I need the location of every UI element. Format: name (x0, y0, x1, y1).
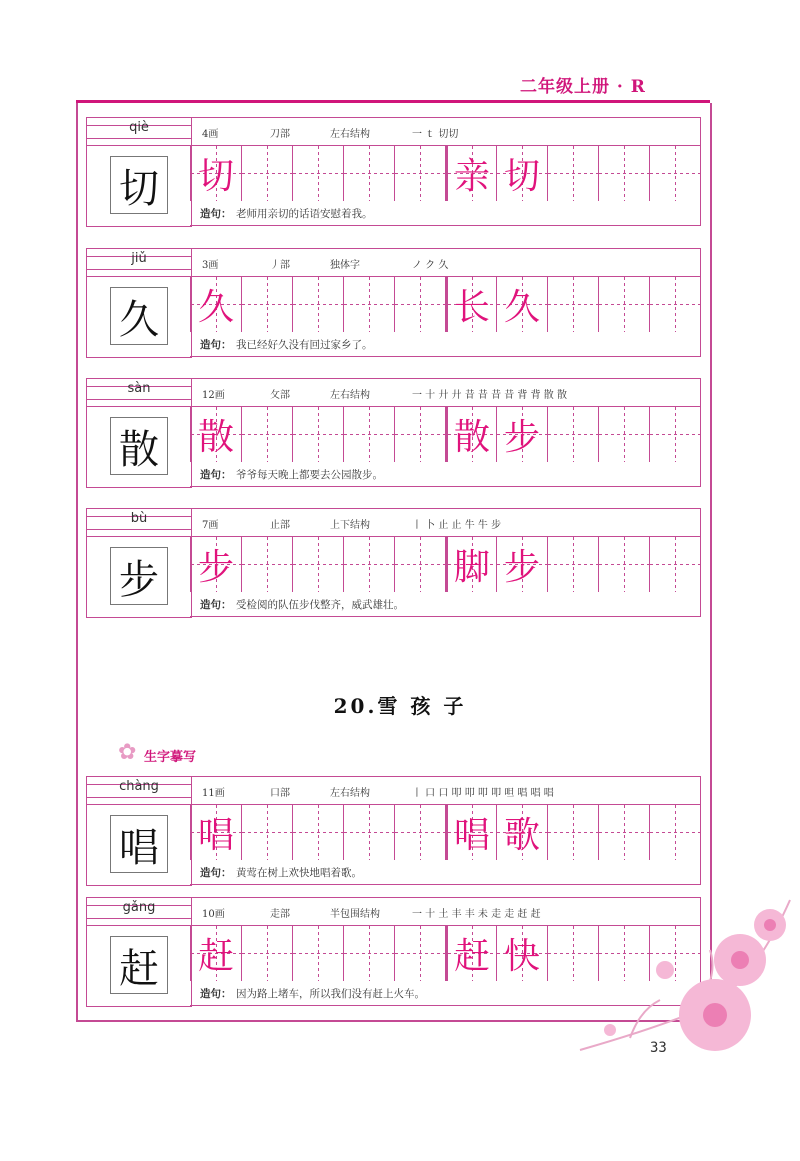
stroke-count: 12画 (202, 390, 225, 401)
model-char: 唱 (110, 815, 168, 873)
practice-cell (394, 537, 445, 592)
practice-cell (394, 926, 445, 981)
practice-cell (241, 146, 292, 201)
pinyin-box (86, 378, 192, 407)
practice-cell (394, 407, 445, 462)
practice-char (599, 537, 649, 592)
sentence-label: 造句： (200, 599, 232, 611)
structure: 左右结构 (330, 390, 370, 401)
sentence-row (190, 461, 701, 487)
practice-char: 赶 (453, 936, 490, 977)
radical: 止部 (270, 520, 290, 531)
practice-char (293, 407, 343, 462)
practice-char (548, 537, 598, 592)
practice-char (344, 926, 394, 981)
practice-char (599, 146, 649, 201)
practice-cell (343, 407, 394, 462)
practice-cell (649, 277, 700, 332)
structure: 左右结构 (330, 788, 370, 799)
practice-char: 赶 (197, 936, 234, 977)
pinyin-box (86, 897, 192, 926)
grade-label: 二年级上册 · R (520, 77, 646, 97)
practice-char: 歌 (503, 815, 540, 856)
practice-char: 步 (503, 417, 540, 458)
section-label-text: 生字摹写 (144, 750, 197, 765)
practice-cell (343, 537, 394, 592)
practice-cell (190, 277, 241, 332)
practice-cell (649, 805, 700, 860)
stroke-order: 一 十 廾 廾 昔 昔 昔 昔 背 背 散 散 (412, 390, 567, 401)
model-char: 赶 (110, 936, 168, 994)
pinyin: sàn (127, 381, 151, 396)
stroke-count: 7画 (202, 520, 219, 531)
main-char-box (86, 804, 192, 886)
practice-char (242, 805, 292, 860)
info-row (190, 508, 701, 537)
practice-cell (343, 805, 394, 860)
practice-char (650, 407, 700, 462)
practice-char (344, 277, 394, 332)
practice-cell (496, 805, 547, 860)
practice-cell (394, 805, 445, 860)
practice-cell (394, 277, 445, 332)
practice-cell (190, 407, 241, 462)
practice-cell (343, 926, 394, 981)
practice-cell (598, 277, 649, 332)
practice-cell (241, 805, 292, 860)
sentence-text: 老师用亲切的话语安慰着我。 (236, 208, 373, 220)
pinyin: qiè (129, 120, 149, 135)
pinyin: bù (130, 511, 148, 526)
structure: 独体字 (330, 260, 360, 271)
structure: 半包围结构 (330, 909, 380, 920)
practice-char: 脚 (453, 547, 490, 588)
practice-cell (190, 805, 241, 860)
practice-cell (496, 407, 547, 462)
practice-char (293, 805, 343, 860)
practice-cell (343, 146, 394, 201)
stroke-order: 一 十 土 丰 丰 未 走 走 赶 赶 (412, 909, 541, 920)
practice-cell (496, 926, 547, 981)
practice-char (650, 277, 700, 332)
practice-cell (649, 537, 700, 592)
practice-char (548, 146, 598, 201)
practice-grid (190, 406, 701, 462)
main-char-box (86, 406, 192, 488)
practice-cell (292, 407, 343, 462)
practice-cell (598, 537, 649, 592)
practice-grid (190, 536, 701, 592)
practice-cell (598, 146, 649, 201)
practice-cell (445, 146, 496, 201)
practice-char (395, 277, 445, 332)
practice-grid (190, 276, 701, 332)
sentence-text: 受检阅的队伍步伐整齐，威武雄壮。 (236, 599, 404, 611)
stroke-count: 3画 (202, 260, 219, 271)
sentence-label: 造句： (200, 208, 232, 220)
practice-cell (445, 277, 496, 332)
practice-cell (496, 277, 547, 332)
stroke-order: ノ ク 久 (412, 260, 449, 271)
pinyin-box (86, 117, 192, 146)
practice-char (599, 277, 649, 332)
practice-cell (241, 277, 292, 332)
sentence-text: 黄莺在树上欢快地唱着歌。 (236, 867, 362, 879)
practice-cell (292, 926, 343, 981)
practice-char (650, 537, 700, 592)
practice-char (395, 146, 445, 201)
character-block (86, 508, 700, 616)
sentence-row (190, 331, 701, 357)
practice-char (599, 407, 649, 462)
stroke-count: 10画 (202, 909, 225, 920)
practice-cell (190, 537, 241, 592)
pinyin-box (86, 248, 192, 277)
practice-cell (547, 277, 598, 332)
practice-char (344, 537, 394, 592)
practice-char (395, 805, 445, 860)
practice-char: 唱 (197, 815, 234, 856)
sentence-label: 造句： (200, 867, 232, 879)
info-row (190, 378, 701, 407)
practice-char: 步 (503, 547, 540, 588)
practice-char: 快 (503, 936, 540, 977)
practice-char (293, 277, 343, 332)
practice-cell (649, 146, 700, 201)
main-char-box (86, 276, 192, 358)
practice-cell (547, 537, 598, 592)
character-block (86, 117, 700, 225)
stroke-order: 丨 卜 止 止 牛 牛 步 (412, 520, 502, 531)
practice-cell (598, 407, 649, 462)
practice-cell (190, 926, 241, 981)
radical: 刀部 (270, 129, 290, 140)
practice-char (548, 407, 598, 462)
practice-cell (547, 805, 598, 860)
corner-flower-decoration (570, 860, 800, 1080)
practice-cell (343, 277, 394, 332)
radical: 攵部 (270, 390, 290, 401)
model-char: 久 (110, 287, 168, 345)
sentence-label: 造句： (200, 469, 232, 481)
info-row (190, 776, 701, 805)
pinyin: chàng (119, 779, 159, 794)
practice-char (242, 146, 292, 201)
radical: 丿部 (270, 260, 290, 271)
practice-char (650, 146, 700, 201)
practice-char (650, 805, 700, 860)
practice-char (293, 537, 343, 592)
practice-char: 久 (197, 287, 234, 328)
practice-cell (292, 537, 343, 592)
practice-cell (598, 805, 649, 860)
practice-cell (394, 146, 445, 201)
character-block (86, 378, 700, 486)
radical: 走部 (270, 909, 290, 920)
info-row (190, 117, 701, 146)
practice-char (242, 537, 292, 592)
practice-char: 唱 (453, 815, 490, 856)
sentence-row (190, 200, 701, 226)
practice-char (548, 277, 598, 332)
main-char-box (86, 925, 192, 1007)
practice-grid (190, 804, 701, 860)
model-char: 散 (110, 417, 168, 475)
stroke-count: 4画 (202, 129, 219, 140)
model-char: 切 (110, 156, 168, 214)
page-number: 33 (650, 1040, 667, 1056)
practice-cell (241, 926, 292, 981)
practice-char (548, 805, 598, 860)
practice-cell (547, 407, 598, 462)
practice-cell (547, 146, 598, 201)
sentence-label: 造句： (200, 988, 232, 1000)
practice-char (242, 277, 292, 332)
info-row (190, 248, 701, 277)
pinyin-box (86, 508, 192, 537)
practice-char: 亲 (453, 156, 490, 197)
practice-char (293, 926, 343, 981)
practice-cell (241, 537, 292, 592)
practice-char (344, 146, 394, 201)
stroke-order: 丨 口 口 叩 叩 叩 叩 呾 唱 唱 唱 (412, 788, 554, 799)
sentence-row (190, 591, 701, 617)
practice-char (395, 926, 445, 981)
practice-char (344, 805, 394, 860)
practice-char: 切 (503, 156, 540, 197)
practice-char (599, 805, 649, 860)
practice-char: 久 (503, 287, 540, 328)
structure: 左右结构 (330, 129, 370, 140)
main-char-box (86, 536, 192, 618)
main-char-box (86, 145, 192, 227)
practice-cell (445, 407, 496, 462)
sentence-text: 爷爷每天晚上都要去公园散步。 (236, 469, 383, 481)
practice-char: 切 (197, 156, 234, 197)
practice-char (395, 537, 445, 592)
pinyin: gǎng (122, 900, 156, 915)
flower-icon: ✿ (118, 740, 137, 765)
practice-cell (445, 926, 496, 981)
practice-grid (190, 145, 701, 201)
practice-char: 长 (453, 287, 490, 328)
radical: 口部 (270, 788, 290, 799)
practice-cell (292, 805, 343, 860)
pinyin: jiǔ (131, 251, 147, 266)
practice-cell (292, 146, 343, 201)
practice-cell (496, 537, 547, 592)
section-label (118, 740, 238, 766)
practice-char (344, 407, 394, 462)
practice-cell (445, 805, 496, 860)
sentence-text: 我已经好久没有回过家乡了。 (236, 339, 373, 351)
practice-char (293, 146, 343, 201)
practice-cell (292, 277, 343, 332)
character-block (86, 248, 700, 356)
stroke-count: 11画 (202, 788, 225, 799)
practice-char (395, 407, 445, 462)
practice-char: 步 (197, 547, 234, 588)
practice-cell (190, 146, 241, 201)
sentence-label: 造句： (200, 339, 232, 351)
practice-cell (649, 407, 700, 462)
sentence-text: 因为路上堵车，所以我们没有赶上火车。 (236, 988, 425, 1000)
model-char: 步 (110, 547, 168, 605)
practice-char: 散 (197, 417, 234, 458)
lesson-title: 20.雪 孩 子 (333, 694, 467, 718)
practice-char (242, 407, 292, 462)
practice-cell (496, 146, 547, 201)
practice-char (242, 926, 292, 981)
practice-char: 散 (453, 417, 490, 458)
stroke-order: 一 ｔ 切切 (412, 129, 459, 140)
structure: 上下结构 (330, 520, 370, 531)
practice-cell (241, 407, 292, 462)
practice-cell (445, 537, 496, 592)
pinyin-box (86, 776, 192, 805)
